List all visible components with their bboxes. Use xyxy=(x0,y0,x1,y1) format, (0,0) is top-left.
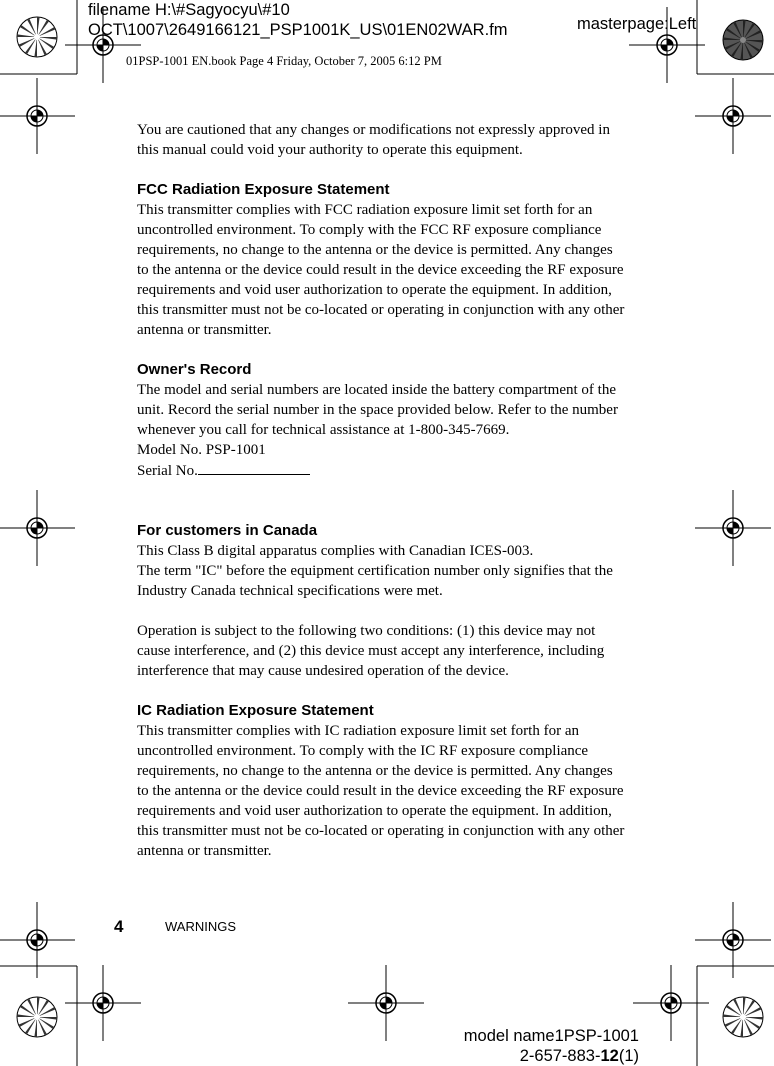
part-number xyxy=(459,1046,639,1066)
owners-record-paragraph: The model and serial numbers are located inside the battery compartment of the unit. Record the serial number in the space provided below. Refer to the number whenever you call for technical assistance at 1-800-345-7669. xyxy=(137,382,618,438)
model-info xyxy=(459,1026,639,1066)
registration-target-icon xyxy=(695,490,771,566)
filename-header xyxy=(88,0,507,40)
color-star-icon xyxy=(723,997,763,1037)
canada-heading: For customers in Canada xyxy=(137,522,318,539)
document-body xyxy=(137,120,627,861)
serial-number xyxy=(137,460,627,481)
canada-paragraph-2: The term "IC" before the equipment certification number only signifies that the Industry Canada technical specifications were met. xyxy=(137,563,613,599)
registration-target-icon xyxy=(0,78,75,154)
filename-line-1: filename H:\#Sagyocyu\#10 xyxy=(88,1,290,19)
canada-paragraph-3: Operation is subject to the following two conditions: (1) this device may not cause interference, and (2) this device must accept any interference, including interference that may cause undesired operation of the device. xyxy=(137,623,605,679)
ic-heading: IC Radiation Exposure Statement xyxy=(137,702,374,719)
color-star-icon xyxy=(17,997,57,1037)
color-star-icon xyxy=(723,20,763,60)
serial-number-label: Serial No. xyxy=(137,463,198,479)
canada-paragraph-1: This Class B digital apparatus complies with Canadian ICES-003. xyxy=(137,543,534,559)
model-name: model name1PSP-1001 xyxy=(463,1027,639,1045)
fcc-heading: FCC Radiation Exposure Statement xyxy=(137,181,390,198)
part-number-bold: 12 xyxy=(600,1047,619,1065)
ic-paragraph: This transmitter complies with IC radiation exposure limit set forth for an uncontrolled environment. To comply with the IC RF exposure compliance requirements, no change to the antenna or the device is permitted. Any changes to the antenna or the device could result in the device exceeding the RF exposure requirements and void user authorization to operate the equipment. In addition, this transmitter must not be co-located or operating in conjunction with any other antenna or transmitter. xyxy=(137,723,625,859)
part-number-suffix: (1) xyxy=(618,1047,639,1065)
registration-target-icon xyxy=(0,902,75,978)
owners-record-heading: Owner's Record xyxy=(137,361,252,378)
registration-target-icon xyxy=(0,490,75,566)
page-number: 4 xyxy=(114,917,124,936)
registration-target-icon xyxy=(348,965,424,1041)
serial-number-blank xyxy=(198,460,310,475)
section-title: WARNINGS xyxy=(165,919,237,934)
registration-target-icon xyxy=(633,965,709,1041)
color-star-icon xyxy=(17,17,57,57)
registration-target-icon xyxy=(695,78,771,154)
intro-paragraph: You are cautioned that any changes or modifications not expressly approved in this manual could void your authority to operate this equipment. xyxy=(137,122,610,158)
filename-line-2: OCT\1007\2649166121_PSP1001K_US\01EN02WAR.fm xyxy=(88,21,508,39)
fcc-paragraph: This transmitter complies with FCC radiation exposure limit set forth for an uncontrolled environment. To comply with the FCC RF exposure compliance requirements, no change to the antenna or the device is permitted. Any changes to the antenna or the device could result in the device exceeding the RF exposure requirements and void user authorization to operate the equipment. In addition, this transmitter must not be co-located or operating in conjunction with any other antenna or transmitter. xyxy=(137,202,625,338)
registration-target-icon xyxy=(65,965,141,1041)
model-number: Model No. PSP-1001 xyxy=(137,442,266,458)
book-info: 01PSP-1001 EN.book Page 4 Friday, October 7, 2005 6:12 PM xyxy=(126,54,442,68)
masterpage-label: masterpage:Left xyxy=(577,15,697,33)
registration-target-icon xyxy=(695,902,771,978)
part-number-prefix: 2-657-883- xyxy=(519,1047,601,1065)
